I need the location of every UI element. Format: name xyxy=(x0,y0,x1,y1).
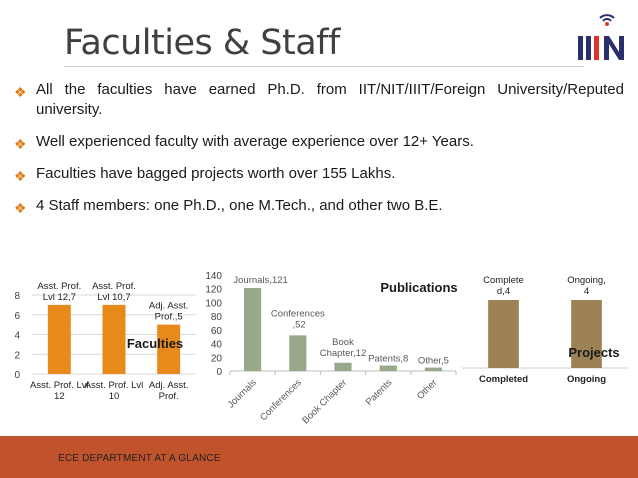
publications-chart xyxy=(200,268,460,436)
data-label: Complete d,4 xyxy=(483,275,524,297)
projects-chart xyxy=(462,270,630,388)
x-tick-label: Completed xyxy=(478,374,529,385)
x-tick-label: Conferences xyxy=(258,377,304,424)
y-tick-label: 140 xyxy=(205,271,222,282)
data-label: Adj. Asst. Prof.,5 xyxy=(148,300,189,323)
bar-conferences xyxy=(289,335,306,371)
x-tick-label: Adj. Asst. Prof. xyxy=(148,380,189,402)
x-tick-label: Patents xyxy=(363,377,395,408)
data-label: Book Chapter,12 xyxy=(319,336,367,359)
bullet-item: ❖ All the faculties have earned Ph.D. from IIT/NIT/IIIT/Foreign University/Reputed university. xyxy=(14,81,624,118)
wifi-signal-logo-icon xyxy=(600,15,614,26)
faculties-chart xyxy=(0,270,198,410)
chart-title: Faculties xyxy=(126,336,184,351)
y-tick-label: 4 xyxy=(14,330,20,342)
y-tick-label: 120 xyxy=(205,284,222,296)
y-tick-label: 80 xyxy=(210,312,222,324)
footer-text: ECE DEPARTMENT AT A GLANCE xyxy=(58,453,221,464)
bar-asst-prof-lvl-12 xyxy=(48,305,71,374)
y-tick-label: 40 xyxy=(210,339,222,351)
diamond-bullet-icon: ❖ xyxy=(14,168,27,184)
x-tick-label: Asst. Prof. Lvl 10 xyxy=(84,380,144,402)
y-tick-label: 60 xyxy=(210,325,222,337)
y-tick-label: 8 xyxy=(14,291,20,302)
data-label: Asst. Prof. Lvl 10,7 xyxy=(92,280,136,303)
bullet-item: ❖ 4 Staff members: one Ph.D., one M.Tech., and other two B.E. xyxy=(14,197,443,216)
bar-completed xyxy=(488,300,519,368)
y-tick-label: 0 xyxy=(216,367,222,378)
bar-journals xyxy=(244,288,261,371)
y-tick-label: 20 xyxy=(210,353,222,365)
footer-bar xyxy=(0,436,638,478)
x-tick-label: Asst. Prof. Lvl 12 xyxy=(30,380,89,402)
diamond-bullet-icon: ❖ xyxy=(14,136,27,152)
y-tick-label: 6 xyxy=(14,310,20,322)
diamond-bullet-icon: ❖ xyxy=(14,84,27,100)
bullet-item: ❖ Faculties have bagged projects worth over 155 Lakhs. xyxy=(14,165,396,184)
bar-book-chapter xyxy=(334,363,351,371)
chart-title: Projects xyxy=(568,345,620,360)
x-tick-label: Ongoing xyxy=(566,374,607,385)
data-label: Journals,121 xyxy=(233,275,288,287)
y-tick-label: 0 xyxy=(14,370,20,381)
bullet-list xyxy=(14,80,624,228)
y-tick-label: 2 xyxy=(14,350,20,362)
x-tick-label: Other xyxy=(414,377,440,402)
bar-asst-prof-lvl-10 xyxy=(103,305,126,374)
title-divider xyxy=(64,66,584,67)
data-label: Ongoing, 4 xyxy=(567,275,606,297)
iiitn-logo xyxy=(572,8,634,64)
chart-title: Publications xyxy=(380,280,458,295)
data-label: Asst. Prof. Lvl 12,7 xyxy=(37,280,82,303)
y-tick-label: 100 xyxy=(205,298,222,310)
page-title: Faculties & Staff xyxy=(64,23,340,63)
x-tick-label: Journals xyxy=(225,377,259,411)
bullet-item: ❖ Well experienced faculty with average experience over 12+ Years. xyxy=(14,133,474,152)
data-label: Conferences ,52 xyxy=(270,308,325,331)
diamond-bullet-icon: ❖ xyxy=(14,200,27,216)
data-label: Other,5 xyxy=(417,355,449,367)
bar-patents xyxy=(380,366,397,371)
data-label: Patents,8 xyxy=(368,353,409,365)
x-tick-label: Book Chapter xyxy=(300,377,350,427)
bar-other xyxy=(425,368,442,371)
